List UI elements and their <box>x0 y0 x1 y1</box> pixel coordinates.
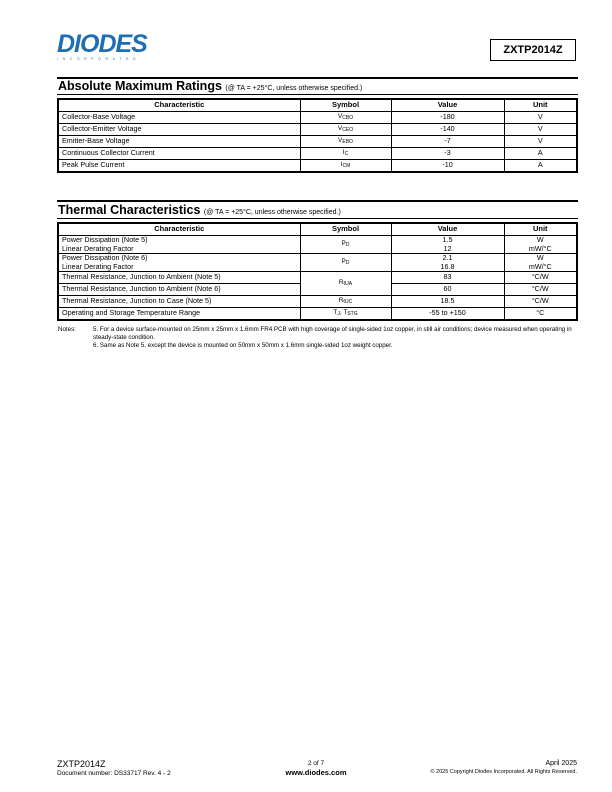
value: 2.1 16.8 <box>391 254 504 272</box>
thermal-title: Thermal Characteristics <box>58 203 201 217</box>
unit: V <box>504 112 577 124</box>
value: 60 <box>391 284 504 296</box>
divider <box>57 218 578 219</box>
divider <box>57 94 578 95</box>
value: 1.5 12 <box>391 236 504 254</box>
column-header: Symbol <box>300 99 391 112</box>
symbol: $I_{CM}$ <box>300 160 391 173</box>
symbol: $T_J$, $T_{STG}$ <box>300 308 391 321</box>
characteristic: Emitter-Base Voltage <box>58 136 300 148</box>
thermal-table <box>57 222 578 321</box>
column-header: Unit <box>504 99 577 112</box>
divider <box>57 200 578 202</box>
footer-part-number: ZXTP2014Z <box>57 759 106 769</box>
table-row <box>58 124 577 136</box>
value: -10 <box>391 160 504 173</box>
column-header: Characteristic <box>58 99 300 112</box>
column-header: Unit <box>504 223 577 236</box>
characteristic: Power Dissipation (Note 5) Linear Derating Factor <box>58 236 300 254</box>
footer-page-number: 2 of 7 <box>307 760 325 767</box>
note-5: 5. For a device surface-mounted on 25mm x 25mm x 1.6mm FR4 PCB with high coverage of single-sided 1oz copper, in still air conditions; device measured when operating in steady-state condition. <box>93 326 572 341</box>
table-row <box>58 272 577 284</box>
column-header: Value <box>391 99 504 112</box>
value: -55 to +150 <box>391 308 504 321</box>
notes <box>58 326 578 356</box>
column-header: Symbol <box>300 223 391 236</box>
characteristic: Continuous Collector Current <box>58 148 300 160</box>
footer-copyright: © 2025 Copyright Diodes Incorporated. All Rights Reserved. <box>430 769 577 775</box>
value: -7 <box>391 136 504 148</box>
thermal-condition: (@ TA = +25°C, unless otherwise specified.) <box>203 209 341 216</box>
characteristic: Thermal Resistance, Junction to Case (Note 5) <box>58 296 300 308</box>
symbol: $R_{\theta JC}$ <box>300 296 391 308</box>
value: 83 <box>391 272 504 284</box>
diodes-logo <box>57 30 162 63</box>
value: -140 <box>391 124 504 136</box>
unit: °C/W <box>504 272 577 284</box>
unit: °C/W <box>504 296 577 308</box>
notes-label: Notes: <box>58 326 76 333</box>
table-row <box>58 236 577 254</box>
abs-max-heading <box>58 79 362 93</box>
unit: °C/W <box>504 284 577 296</box>
unit: °C <box>504 308 577 321</box>
table-header-row <box>58 99 577 112</box>
logo-subtext: INCORPORATED <box>57 57 141 61</box>
symbol: $V_{CEO}$ <box>300 124 391 136</box>
footer-doc-number: Document number: DS33717 Rev. 4 - 2 <box>57 770 171 777</box>
thermal-heading <box>58 203 341 217</box>
unit: A <box>504 160 577 173</box>
footer-website-link[interactable]: www.diodes.com <box>285 768 347 777</box>
characteristic: Peak Pulse Current <box>58 160 300 173</box>
characteristic: Thermal Resistance, Junction to Ambient (Note 6) <box>58 284 300 296</box>
table-row <box>58 136 577 148</box>
abs-max-table <box>57 98 578 173</box>
unit: A <box>504 148 577 160</box>
symbol: $V_{CBO}$ <box>300 112 391 124</box>
footer-date: April 2025 <box>545 760 577 767</box>
value: 18.5 <box>391 296 504 308</box>
logo-text: DIODES <box>57 30 147 58</box>
table-row <box>58 148 577 160</box>
note-6: 6. Same as Note 5, except the device is mounted on 50mm x 50mm x 1.6mm single-sided 1oz weight copper. <box>93 342 393 349</box>
symbol: $I_C$ <box>300 148 391 160</box>
unit: V <box>504 124 577 136</box>
value: -180 <box>391 112 504 124</box>
characteristic: Collector-Base Voltage <box>58 112 300 124</box>
table-row <box>58 296 577 308</box>
column-header: Value <box>391 223 504 236</box>
part-number-box: ZXTP2014Z <box>490 39 576 61</box>
unit: W mW/°C <box>504 254 577 272</box>
value: -3 <box>391 148 504 160</box>
table-row <box>58 160 577 173</box>
characteristic: Operating and Storage Temperature Range <box>58 308 300 321</box>
abs-max-title: Absolute Maximum Ratings <box>58 79 222 93</box>
unit: W mW/°C <box>504 236 577 254</box>
characteristic: Thermal Resistance, Junction to Ambient (Note 5) <box>58 272 300 284</box>
table-header-row <box>58 223 577 236</box>
column-header: Characteristic <box>58 223 300 236</box>
characteristic: Collector-Emitter Voltage <box>58 124 300 136</box>
table-row <box>58 112 577 124</box>
unit: V <box>504 136 577 148</box>
abs-max-condition: (@ TA = +25°C, unless otherwise specified.) <box>225 85 363 92</box>
symbol: $V_{EBO}$ <box>300 136 391 148</box>
symbol: $P_D$ <box>300 236 391 254</box>
table-row <box>58 254 577 272</box>
characteristic: Power Dissipation (Note 6) Linear Derating Factor <box>58 254 300 272</box>
symbol: $R_{\theta JA}$ <box>300 272 391 296</box>
symbol: $P_D$ <box>300 254 391 272</box>
table-row <box>58 308 577 321</box>
